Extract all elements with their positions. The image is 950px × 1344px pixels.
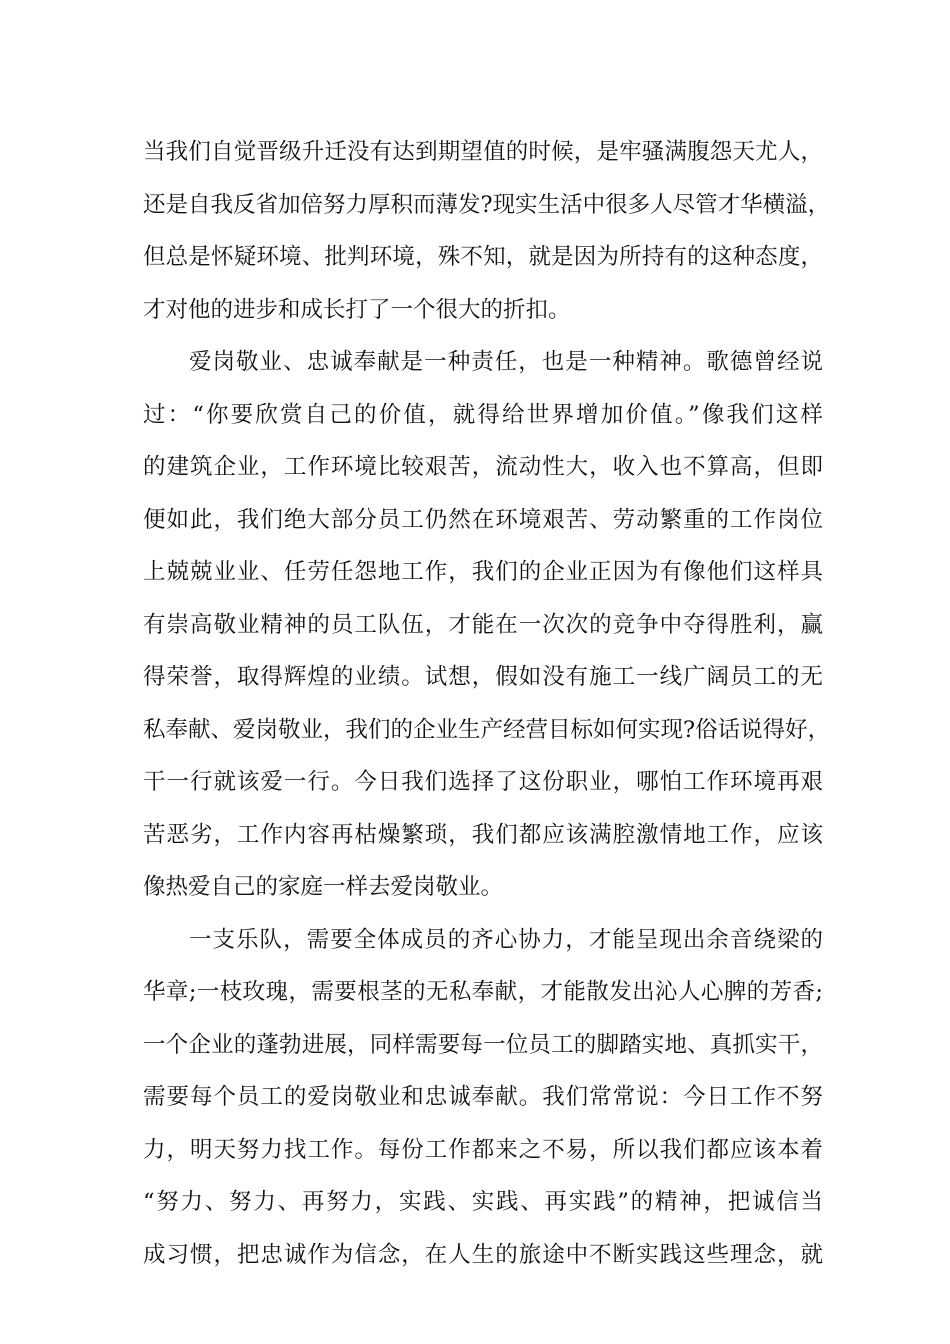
text-line: 但总是怀疑环境、批判环境，殊不知，就是因为所持有的这种态度， xyxy=(143,244,823,270)
text-line: 有崇高敬业精神的员工队伍，才能在一次次的竞争中夺得胜利，赢 xyxy=(143,611,823,638)
text-line: 像热爱自己的家庭一样去爱岗敬业。 xyxy=(143,874,504,900)
text-line: 需要每个员工的爱岗敬业和忠诚奉献。我们常常说：今日工作不努 xyxy=(143,1084,823,1110)
text-line: 一个企业的蓬勃进展，同样需要每一位员工的脚踏实地、真抓实干， xyxy=(143,1031,823,1058)
text-line: “努力、努力、再努力，实践、实践、再实践”的精神，把诚信当 xyxy=(143,1189,823,1215)
text-line: 力，明天努力找工作。每份工作都来之不易，所以我们都应该本着 xyxy=(143,1136,823,1163)
text-line: 的建筑企业，工作环境比较艰苦，流动性大，收入也不算高，但即 xyxy=(143,454,823,480)
text-line: 干一行就该爱一行。今日我们选择了这份职业，哪怕工作环境再艰 xyxy=(143,769,823,795)
text-line: 当我们自觉晋级升迁没有达到期望值的时候，是牢骚满腹怨天尤人， xyxy=(143,139,823,165)
text-line: 上兢兢业业、任劳任怨地工作，我们的企业正因为有像他们这样具 xyxy=(143,559,823,585)
text-line: 成习惯，把忠诚作为信念，在人生的旅途中不断实践这些理念，就 xyxy=(143,1241,823,1268)
text-line: 才对他的进步和成长打了一个很大的折扣。 xyxy=(143,296,571,323)
text-line: 过：“你要欣赏自己的价值，就得给世界增加价值。”像我们这样 xyxy=(143,401,823,428)
text-line: 一支乐队，需要全体成员的齐心协力，才能呈现出余音绕梁的 xyxy=(189,926,823,953)
body-text xyxy=(143,126,831,1281)
text-line: 便如此，我们绝大部分员工仍然在环境艰苦、劳动繁重的工作岗位 xyxy=(143,506,823,533)
text-line: 华章;一枝玫瑰，需要根茎的无私奉献，才能散发出沁人心脾的芳香; xyxy=(143,979,823,1005)
text-line: 私奉献、爱岗敬业，我们的企业生产经营目标如何实现?俗话说得好， xyxy=(143,716,831,743)
text-line: 苦恶劣，工作内容再枯燥繁琐，我们都应该满腔激情地工作，应该 xyxy=(143,821,823,848)
text-line: 得荣誉，取得辉煌的业绩。试想，假如没有施工一线广阔员工的无 xyxy=(143,664,823,690)
text-line: 爱岗敬业、忠诚奉献是一种责任，也是一种精神。歌德曾经说 xyxy=(189,349,823,375)
text-line: 还是自我反省加倍努力厚积而薄发?现实生活中很多人尽管才华横溢， xyxy=(143,191,831,218)
